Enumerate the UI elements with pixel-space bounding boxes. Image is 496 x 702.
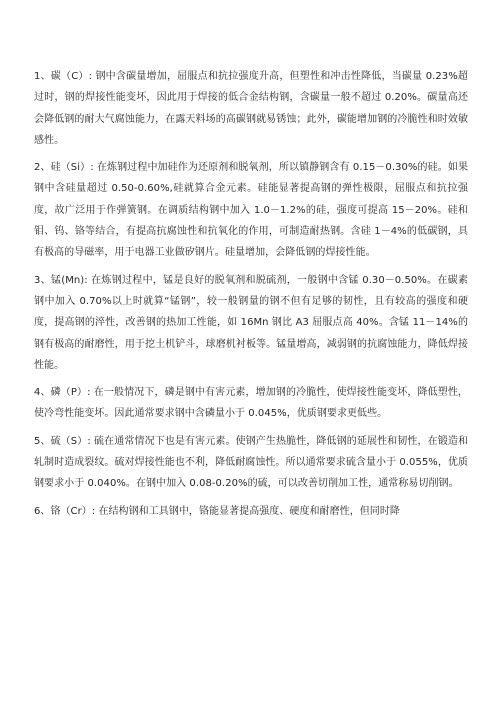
- paragraph-manganese: 3、锰(Mn): 在炼钢过程中，锰是良好的脱氧剂和脱硫剂，一般钢中含锰 0.30－0.50%。在碳素钢中加入 0.70%以上时就算“锰钢”，较一般钢量的钢不但有足够的韧性，且有较高的强度和硬度，提高钢的淬性，改善钢的热加工性能，如 16Mn 钢比 A3 屈服点高 40%。含锰 11－14%的钢有极高的耐磨性，用于挖土机铲斗，球磨机衬板等。锰量增高，减弱钢的抗腐蚀能力，降低焊接性能。: [34, 274, 468, 371]
- document-body: [34, 66, 468, 528]
- paragraph-phosphorus: 4、磷（P）: 在一般情况下，磷是钢中有害元素，增加钢的冷脆性，使焊接性能变坏，降低塑性，使冷弯性能变坏。因此通常要求钢中含磷量小于 0.045%，优质钢要求更低些。: [34, 387, 468, 420]
- paragraph-carbon: 1、碳（C）: 钢中含碳量增加，屈服点和抗拉强度升高，但塑性和冲击性降低，当碳量 0.23%超过时，钢的焊接性能变坏，因此用于焊接的低合金结构钢，含碳量一般不超过 0.20%。碳量高还会降低钢的耐大气腐蚀能力，在露天料场的高碳钢就易锈蚀；此外，碳能增加钢的冷脆性和时效敏感性。: [34, 71, 468, 146]
- paragraph-sulfur: 5、硫（S）: 硫在通常情况下也是有害元素。使钢产生热脆性，降低钢的延展性和韧性，在锻造和轧制时造成裂纹。硫对焊接性能也不利，降低耐腐蚀性。所以通常要求硫含量小于 0.055%，优质钢要求小于 0.040%。在钢中加入 0.08-0.20%的硫，可以改善切削加工性，通常称易切削钢。: [34, 435, 468, 490]
- paragraph-silicon: 2、硅（Si）: 在炼钢过程中加硅作为还原剂和脱氧剂，所以镇静钢含有 0.15－0.30%的硅。如果钢中含硅量超过 0.50-0.60%,硅就算合金元素。硅能显著提高钢的弹性极限，屈服点和抗拉强度，故广泛用于作弹簧钢。在调质结构钢中加入 1.0－1.2%的硅，强度可提高 15－20%。硅和钼、钨、铬等结合，有提高抗腐蚀性和抗氧化的作用，可制造耐热钢。含硅 1－4%的低碳钢，具有极高的导磁率，用于电器工业做矽钢片。硅量增加，会降低钢的焊接性能。: [34, 162, 468, 259]
- paragraph-chromium: 6、铬（Cr）: 在结构钢和工具钢中，铬能显著提高强度、硬度和耐磨性，但同时降: [34, 505, 400, 517]
